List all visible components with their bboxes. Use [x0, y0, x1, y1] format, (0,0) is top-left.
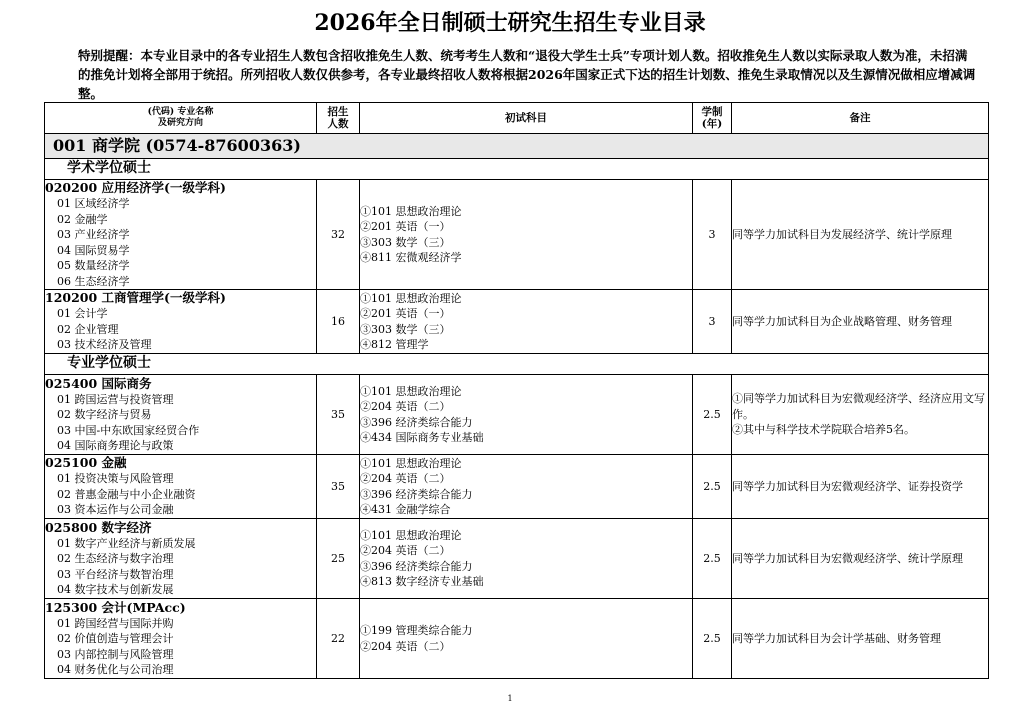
remark-line: ①同等学力加试科目为宏微观经济学、经济应用文写作。	[732, 392, 985, 421]
header-remark: 备注	[732, 103, 989, 134]
exam-subject: ④431 金融学综合	[360, 503, 451, 516]
degree-category-row	[45, 354, 989, 375]
exam-subject: ①199 管理类综合能力	[360, 624, 473, 637]
enrollment-count: 16	[317, 290, 360, 354]
research-direction: 01 跨国经营与国际并购	[57, 616, 174, 630]
research-direction: 02 普惠金融与中小企业融资	[57, 487, 196, 501]
research-direction: 03 内部控制与风险管理	[57, 647, 174, 661]
research-direction: 01 跨国运营与投资管理	[57, 392, 174, 406]
exam-subject: ②204 英语（二）	[360, 639, 451, 653]
research-direction: 01 会计学	[57, 307, 108, 321]
enrollment-count: 35	[317, 375, 360, 455]
remark-line: 同等学力加试科目为宏微观经济学、统计学原理	[732, 551, 963, 565]
remarks-cell	[732, 519, 989, 599]
major-title: 125300 会计(MPAcc)	[45, 599, 186, 615]
remark-line: 同等学力加试科目为企业战略管理、财务管理	[732, 314, 952, 328]
program-years: 2.5	[693, 519, 732, 599]
program-years: 3	[693, 290, 732, 354]
exam-subject: ②204 英语（二）	[360, 400, 451, 413]
exam-subject: ③396 经济类综合能力	[360, 487, 473, 501]
research-direction: 03 技术经济及管理	[57, 338, 152, 352]
exam-subjects-cell	[360, 599, 693, 679]
major-row	[45, 455, 989, 519]
major-cell	[45, 375, 317, 455]
major-cell	[45, 290, 317, 354]
degree-category: 学术学位硕士	[45, 159, 989, 180]
research-direction: 02 生态经济与数字治理	[57, 552, 174, 565]
major-title: 025800 数字经济	[45, 519, 152, 535]
research-direction: 03 平台经济与数智治理	[57, 567, 174, 581]
exam-subject: ①101 思想政治理论	[360, 384, 462, 398]
major-row	[45, 519, 989, 599]
exam-subject: ①101 思想政治理论	[360, 528, 462, 542]
research-direction: 03 产业经济学	[57, 228, 130, 241]
research-direction: 02 企业管理	[57, 322, 119, 336]
exam-subject: ④434 国际商务专业基础	[360, 431, 484, 444]
research-direction: 01 区域经济学	[57, 197, 130, 210]
header-years: 学制 (年)	[693, 103, 732, 134]
major-row	[45, 290, 989, 354]
research-direction: 02 金融学	[57, 212, 108, 226]
research-direction: 04 数字技术与创新发展	[57, 583, 174, 596]
major-title: 120200 工商管理学(一级学科)	[45, 290, 226, 306]
research-direction: 01 投资决策与风险管理	[57, 472, 174, 486]
exam-subjects-cell	[360, 455, 693, 519]
exam-subject: ①101 思想政治理论	[360, 291, 462, 305]
program-years: 3	[693, 180, 732, 290]
exam-subject: ④813 数字经济专业基础	[360, 575, 484, 588]
college-row	[45, 134, 989, 159]
exam-subject: ②201 英语（一）	[360, 307, 451, 320]
research-direction: 03 资本运作与公司金融	[57, 503, 174, 517]
research-direction: 04 国际商务理论与政策	[57, 439, 174, 452]
major-cell	[45, 455, 317, 519]
exam-subjects-cell	[360, 290, 693, 354]
remarks-cell	[732, 375, 989, 455]
page-title: 2026年全日制硕士研究生招生专业目录	[314, 10, 706, 36]
program-catalog-table	[44, 102, 989, 679]
college-name: 001 商学院 (0574-87600363)	[45, 134, 989, 159]
remarks-cell	[732, 599, 989, 679]
research-direction: 02 数字经济与贸易	[57, 408, 152, 421]
program-years: 2.5	[693, 455, 732, 519]
exam-subject: ②204 英语（二）	[360, 472, 451, 485]
page-number: 1	[507, 694, 513, 703]
remark-line: 同等学力加试科目为会计学基础、财务管理	[732, 631, 941, 645]
major-title: 020200 应用经济学(一级学科)	[45, 180, 226, 195]
degree-category: 专业学位硕士	[45, 354, 989, 375]
enrollment-count: 25	[317, 519, 360, 599]
table-header-row	[45, 103, 989, 134]
major-cell	[45, 519, 317, 599]
special-notice: 特别提醒：本专业目录中的各专业招生人数包含招收推免生人数、统考考生人数和“退役大学生士兵”专项计划人数。招收推免生人数以实际录取人数为准，未招满的推免计划将全部用于统招。所列招收人数仅供参考，各专业最终招收人数将根据2026年国家正式下达的招生计划数、推免生录取情况以及生源情况做相应增减调整。	[78, 48, 976, 101]
major-title: 025400 国际商务	[45, 375, 152, 391]
major-cell	[45, 599, 317, 679]
exam-subjects-cell	[360, 519, 693, 599]
enrollment-count: 32	[317, 180, 360, 290]
exam-subject: ③396 经济类综合能力	[360, 559, 473, 573]
exam-subject: ②204 英语（二）	[360, 544, 451, 557]
remark-line: ②其中与科学技术学院联合培养5名。	[732, 423, 915, 437]
header-count: 招生 人数	[317, 103, 360, 134]
remark-line: 同等学力加试科目为发展经济学、统计学原理	[732, 227, 952, 241]
header-exam: 初试科目	[360, 103, 693, 134]
major-row	[45, 375, 989, 455]
research-direction: 05 数量经济学	[57, 259, 130, 272]
research-direction: 01 数字产业经济与新质发展	[57, 536, 196, 550]
major-row	[45, 180, 989, 290]
major-title: 025100 金融	[45, 455, 127, 471]
enrollment-count: 35	[317, 455, 360, 519]
exam-subject: ③396 经济类综合能力	[360, 415, 473, 429]
exam-subjects-cell	[360, 180, 693, 290]
exam-subject: ①101 思想政治理论	[360, 456, 462, 470]
major-cell	[45, 180, 317, 290]
research-direction: 04 国际贸易学	[57, 243, 130, 257]
research-direction: 06 生态经济学	[57, 274, 130, 288]
research-direction: 02 价值创造与管理会计	[57, 632, 174, 645]
header-major: (代码) 专业名称 及研究方向	[45, 103, 317, 134]
research-direction: 04 财务优化与公司治理	[57, 663, 174, 676]
exam-subjects-cell	[360, 375, 693, 455]
exam-subject: ③303 数学（三）	[360, 235, 451, 249]
program-years: 2.5	[693, 599, 732, 679]
exam-subject: ④811 宏微观经济学	[360, 251, 462, 264]
exam-subject: ③303 数学（三）	[360, 322, 451, 336]
remark-line: 同等学力加试科目为宏微观经济学、证券投资学	[732, 479, 963, 493]
exam-subject: ②201 英语（一）	[360, 220, 451, 233]
degree-category-row	[45, 159, 989, 180]
remarks-cell	[732, 290, 989, 354]
major-row	[45, 599, 989, 679]
program-years: 2.5	[693, 375, 732, 455]
remarks-cell	[732, 455, 989, 519]
enrollment-count: 22	[317, 599, 360, 679]
exam-subject: ④812 管理学	[360, 338, 429, 351]
remarks-cell	[732, 180, 989, 290]
research-direction: 03 中国-中东欧国家经贸合作	[57, 423, 200, 437]
exam-subject: ①101 思想政治理论	[360, 204, 462, 218]
